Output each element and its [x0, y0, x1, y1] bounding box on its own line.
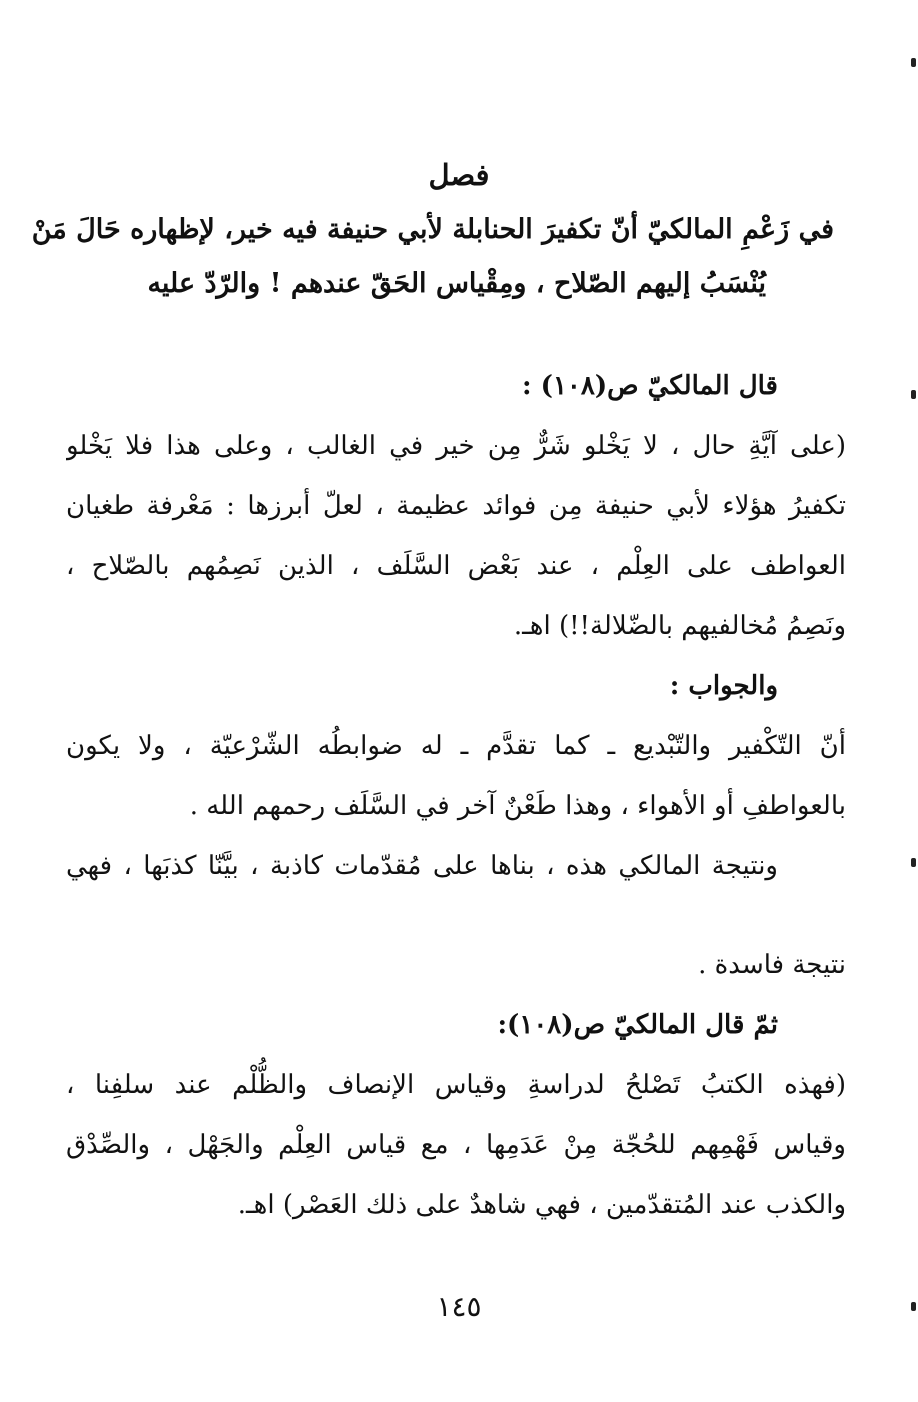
body-text-block-2 — [66, 935, 846, 1235]
quote-line-2: تكفيرُ هؤلاء لأبي حنيفة مِن فوائد عظيمة ، لعلّ أبرزها : مَعْرفة طغيان — [66, 491, 846, 521]
quote2-line-1: (فهذه الكتبُ تَصْلحُ لدراسةِ وقياس الإنصاف والظُّلْم عند سلفِنا ، — [66, 1070, 846, 1100]
section-subtitle-line-1: في زَعْمِ المالكيّ أنّ تكفيرَ الحنابلة لأبي حنيفة فيه خير، لإظهاره حَالَ مَنْ — [31, 214, 834, 245]
answer-heading: والجواب : — [669, 671, 778, 701]
scan-edge-mark — [911, 390, 916, 399]
quote-intro-2: ثمّ قال المالكيّ ص(١٠٨): — [497, 1010, 778, 1040]
scan-edge-mark — [911, 858, 916, 867]
answer-line-2: بالعواطفِ أو الأهواء ، وهذا طَعْنٌ آخر في السَّلَف رحمهم الله . — [189, 791, 846, 821]
answer-line-4: نتيجة فاسدة . — [698, 950, 846, 980]
quote-line-3: العواطف على العِلْم ، عند بَعْض السَّلَف ، الذين نَصِمُهم بالصّلاح ، — [66, 551, 846, 581]
quote2-line-2: وقياس فَهْمِهم للحُجّة مِنْ عَدَمِها ، مع قياس العِلْم والجَهْل ، والصِّدْق — [66, 1130, 846, 1160]
scan-edge-mark — [911, 1302, 916, 1311]
quote-line-4: ونَصِمُ مُخالفيهم بالضّلالة!!) اهـ. — [513, 611, 846, 641]
answer-line-1: أنّ التّكْفير والتّبْديع ـ كما تقدَّم ـ له ضوابطُه الشّرْعيّة ، ولا يكون — [66, 731, 846, 761]
answer-line-3: ونتيجة المالكي هذه ، بناها على مُقدّمات كاذبة ، بيَّنّا كذبَها ، فهي — [66, 851, 778, 881]
quote2-line-3: والكذب عند المُتقدّمين ، فهي شاهدٌ على ذلك العَصْر) اهـ. — [237, 1190, 846, 1220]
section-title: فصل — [428, 158, 490, 192]
quote-intro-1: قال المالكيّ ص(١٠٨) : — [522, 371, 778, 401]
body-text-block-1 — [66, 356, 846, 896]
scan-edge-mark — [911, 58, 916, 67]
section-subtitle-line-2: يُنْسَبُ إليهم الصّلاح ، ومِقْياس الحَقّ عندهم ! والرّدّ عليه — [147, 268, 766, 299]
page-number: ١٤٥ — [436, 1290, 482, 1323]
quote-line-1: (على آيَّةِ حال ، لا يَخْلو شَرٌّ مِن خير في الغالب ، وعلى هذا فلا يَخْلو — [66, 431, 846, 461]
